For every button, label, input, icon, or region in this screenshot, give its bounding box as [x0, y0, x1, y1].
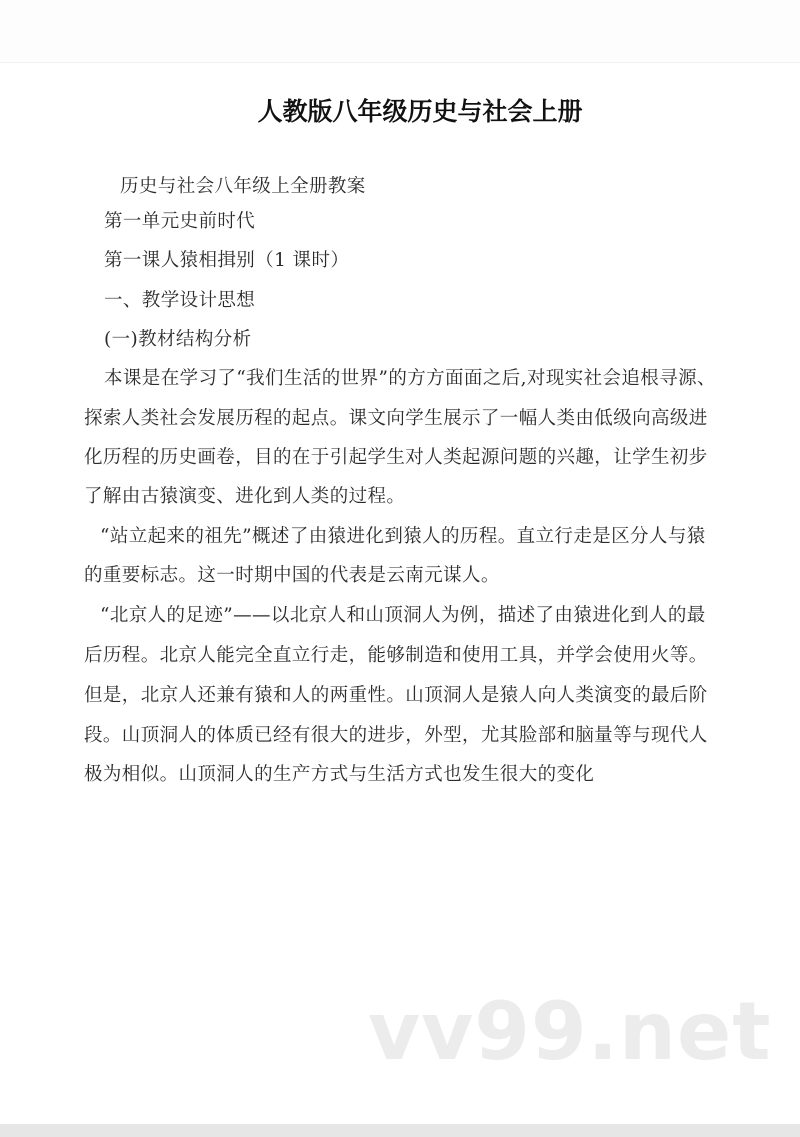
paragraph-line: 化历程的历史画卷，目的在于引起学生对人类起源问题的兴趣，让学生初步 — [84, 447, 708, 468]
paragraph-line: 段。山顶洞人的体质已经有很大的进步，外型，尤其脸部和脑量等与现代人 — [84, 725, 708, 746]
paragraph-line: 极为相似。山顶洞人的生产方式与生活方式也发生很大的变化 — [84, 764, 595, 785]
section-heading: 一、教学设计思想 — [104, 290, 256, 311]
lesson-heading: 第一课人猿相揖别（1 课时） — [104, 250, 350, 271]
paragraph-line: 探索人类社会发展历程的起点。课文向学生展示了一幅人类由低级向高级进 — [84, 408, 708, 429]
paragraph-line: 的重要标志。这一时期中国的代表是云南元谋人。 — [84, 565, 500, 586]
document-title: 人教版八年级历史与社会上册 — [257, 97, 583, 126]
paragraph-line: 了解由古猿演变、进化到人类的过程。 — [84, 486, 406, 507]
subsection-heading: (一)教材结构分析 — [104, 329, 252, 350]
paragraph-line: 但是，北京人还兼有猿和人的两重性。山顶洞人是猿人向人类演变的最后阶 — [84, 685, 708, 706]
subtitle: 历史与社会八年级上全册教案 — [120, 176, 366, 197]
unit-heading: 第一单元史前时代 — [104, 211, 256, 232]
paragraph-line: 本课是在学习了“我们生活的世界”的方方面面之后,对现实社会追根寻源、 — [104, 368, 716, 389]
paragraph-line: “北京人的足迹”——以北京人和山顶洞人为例，描述了由猿进化到人的最 — [100, 605, 706, 626]
page-bottom-edge — [0, 1124, 800, 1137]
watermark: vv99.net — [368, 985, 772, 1078]
paragraph-line: 后历程。北京人能完全直立行走，能够制造和使用工具，并学会使用火等。 — [84, 645, 708, 666]
paragraph-line: “站立起来的祖先”概述了由猿进化到猿人的历程。直立行走是区分人与猿 — [100, 526, 706, 547]
page-top-margin — [0, 0, 800, 63]
